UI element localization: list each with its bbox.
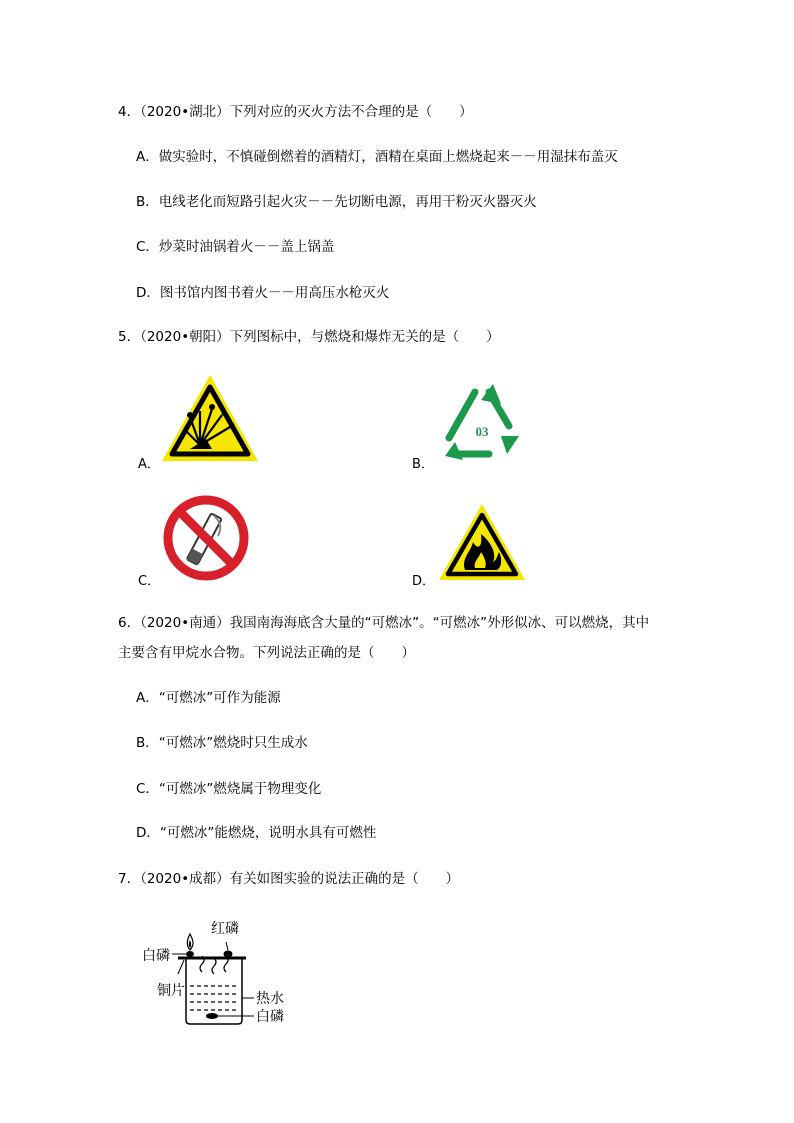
label-hot-water: 热水 [256,991,284,1007]
q5-label-c: C． [138,574,161,589]
label-red-phosphorus: 红磷 [211,921,239,937]
label-white-phosphorus-top: 白磷 [142,948,170,964]
recycle-icon [437,380,527,464]
q6-stem-line1: 6．（2020•南通）我国南海海底含大量的“可燃冰”。“可燃冰”外形似冰、可以燃烧，其中 [118,615,650,631]
q4-option-a: A．做实验时，不慎碰倒燃着的酒精灯，酒精在桌面上燃烧起来－－用湿抹布盖灭 [136,149,618,165]
flammable-warning-icon [437,502,527,582]
q5-label-a: A． [138,457,160,472]
q6-option-b: B．“可燃冰”燃烧时只生成水 [136,735,308,751]
q5-label-d: D． [412,574,436,589]
q4-option-c: C．炒菜时油锅着火－－盖上锅盖 [136,239,335,255]
q4-stem: 4．（2020•湖北）下列对应的灭火方法不合理的是（ ） [118,104,473,120]
label-copper-sheet: 铜片 [157,983,185,999]
q5-label-b: B． [412,457,434,472]
label-white-phosphorus-bottom: 白磷 [256,1009,284,1025]
q4-option-b: B．电线老化而短路引起火灾－－先切断电源，再用干粉灭火器灭火 [136,194,537,210]
q6-option-c: C．“可燃冰”燃烧属于物理变化 [136,781,322,797]
q6-stem-line2: 主要含有甲烷水合物。下列说法正确的是（ ） [118,645,415,661]
q4-option-d: D．图书馆内图书着火－－用高压水枪灭火 [136,285,390,301]
explosive-warning-icon [160,373,260,463]
q6-option-a: A．“可燃冰”可作为能源 [136,690,281,706]
q5-stem: 5．（2020•朝阳）下列图标中，与燃烧和爆炸无关的是（ ） [118,329,500,345]
q7-stem: 7．（2020•成都）有关如图实验的说法正确的是（ ） [118,871,460,887]
q6-option-d: D．“可燃冰”能燃烧，说明水具有可燃性 [136,825,377,841]
no-smoking-icon [162,494,250,582]
recycle-code: 03 [475,424,489,439]
